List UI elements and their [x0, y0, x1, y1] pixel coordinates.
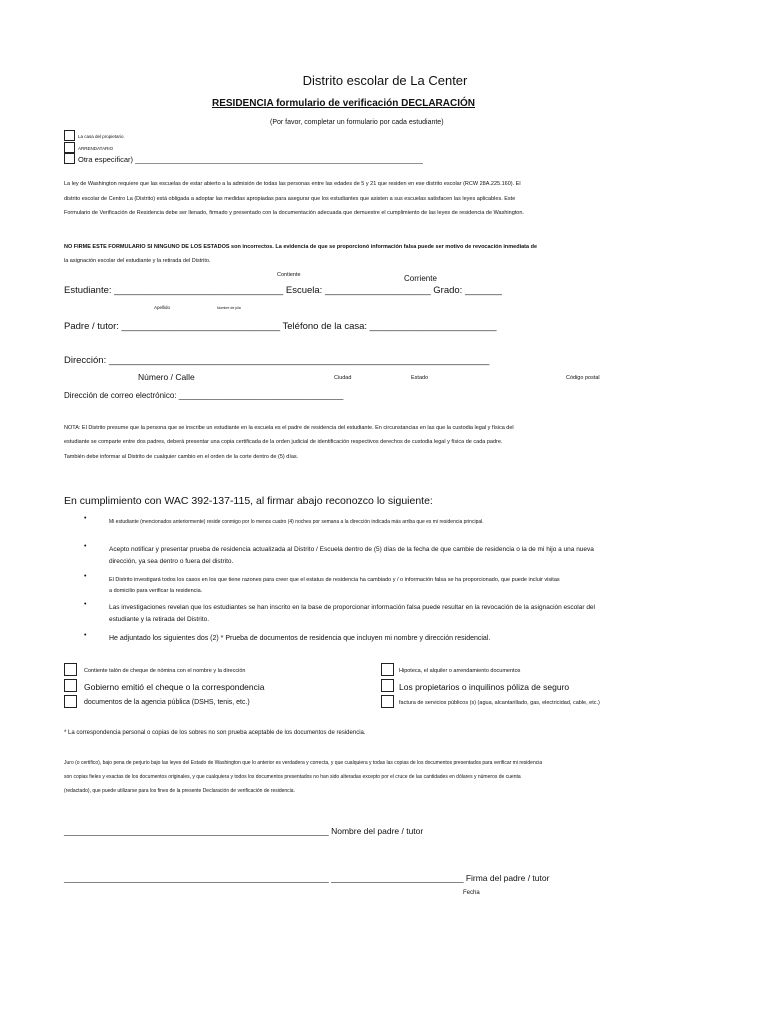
- school-label-corriente: Corriente: [404, 274, 437, 283]
- renter-checkbox[interactable]: [64, 142, 75, 153]
- renter-label: ARRENDATARIO: [78, 146, 114, 151]
- agency-docs-checkbox[interactable]: [64, 695, 77, 708]
- utility-bill-checkbox[interactable]: [381, 695, 394, 708]
- form-subtitle: RESIDENCIA formulario de verificación DECLARACIÓN: [212, 98, 476, 109]
- bullet-icon: •: [84, 573, 87, 580]
- warning-bold: NO FIRME ESTE FORMULARIO SI NINGUNO DE LOS ESTADOS son incorrectos.: [64, 244, 274, 250]
- street-caption: Número / Calle: [138, 372, 195, 382]
- list-item-text: a domicilio para verificar la residencia.: [109, 588, 203, 594]
- agency-docs-label: documentos de la agencia pública (DSHS, tenis, etc.): [84, 699, 250, 706]
- firstname-caption: Nombre de pila: [217, 306, 241, 310]
- email-field[interactable]: Dirección de correo electrónico: _____________________________________: [64, 391, 344, 400]
- nota-line: NOTA: El Distrito presume que la persona que se inscribe un estudiante en la escuela es el padre de residencia del estudiante. En circunstancias en las que la custodia legal y física del: [64, 425, 514, 431]
- warning-rest: La evidencia de que se proporcionó información falsa puede ser motivo de revocación inmediata de: [273, 244, 537, 250]
- list-item-text: Las investigaciones revelan que los estudiantes se han inscrito en la base de proporcionar información falsa puede resultar en la revocación de la asignación escolar del: [109, 604, 595, 611]
- utility-bill-label: factura de servicios públicos (s) (agua, alcantarillado, gas, electricidad, cable, etc.): [399, 700, 600, 706]
- surname-caption: Apellido: [154, 305, 171, 310]
- paycheck-label: Contiente talón de cheque de nómina con el nombre y la dirección: [84, 668, 246, 674]
- list-item-text: El Distrito investigará todos los casos en los que tiene razones para creer que el estatus de residencia ha cambiado y / o información falsa se ha proporcionado, que puede incluir visitas: [109, 577, 560, 583]
- oath-line: (redactado), que puede utilizarse para los fines de la presente Declaración de verificación de residencia.: [64, 788, 295, 794]
- other-checkbox[interactable]: [64, 153, 75, 164]
- footnote: * La correspondencia personal o copias de los sobres no son prueba aceptable de los documentos de residencia.: [64, 730, 366, 736]
- oath-line: son copias fieles y exactas de los documentos originales, y que cualquiera y todos los documentos presentados no han sido alteradas excepto por el cruce de las cantidades en dólares y números de cuenta: [64, 774, 521, 780]
- list-item-text: Mi estudiante (mencionados anteriormente) reside conmigo por lo menos cuatro (4) noches por semana a la dirección indicada más arriba que es mi residencia principal.: [109, 519, 484, 525]
- paycheck-checkbox[interactable]: [64, 663, 77, 676]
- form-instruction: (Por favor, completar un formulario por cada estudiante): [270, 119, 444, 126]
- insurance-checkbox[interactable]: [381, 679, 394, 692]
- date-caption: Fecha: [463, 890, 480, 896]
- city-caption: Ciudad: [334, 375, 352, 381]
- bullet-icon: •: [84, 632, 87, 639]
- bullet-icon: •: [84, 543, 87, 550]
- warning-line: la asignación escolar del estudiante y la retirada del Distrito.: [64, 258, 211, 264]
- address-field[interactable]: Dirección: ________________________________________________________________________: [64, 355, 490, 366]
- insurance-label: Los propietarios o inquilinos póliza de seguro: [399, 682, 570, 692]
- intro-line: La ley de Washington requiere que las escuelas de estar abierto a la admisión de todas las personas entre las edades de 5 y 21 que residen en ese distrito escolar (RCW 28A.225.160). El: [64, 181, 521, 187]
- warning-text: [64, 244, 537, 250]
- school-label-contiente: Contiente: [277, 272, 301, 278]
- compliance-heading: En cumplimiento con WAC 392-137-115, al firmar abajo reconozco lo siguiente:: [64, 495, 433, 507]
- parent-field[interactable]: Padre / tutor: ______________________________ Teléfono de la casa: ________________________: [64, 321, 497, 332]
- list-item-text: estudiante y la retirada del Distrito.: [109, 616, 210, 623]
- gov-check-label: Gobierno emitió el cheque o la correspondencia: [84, 682, 265, 692]
- other-field[interactable]: Otra especificar) _____________________________________________________________________: [78, 155, 423, 164]
- list-item-text: dirección, ya sea dentro o fuera del distrito.: [109, 558, 234, 565]
- mortgage-checkbox[interactable]: [381, 663, 394, 676]
- list-item-text: He adjuntado los siguientes dos (2) * Prueba de documentos de residencia que incluyen mi nombre y dirección residencial.: [109, 635, 491, 642]
- nota-line: estudiante se comparte entre dos padres, deberá presentar una copia certificada de la orden judicial de identificación respectivos derechos de custodia legal y física de cada padre.: [64, 439, 503, 445]
- parent-signature-field[interactable]: ________________________________________________________ ____________________________ Firma del padre / tutor: [64, 873, 550, 883]
- bullet-icon: •: [84, 515, 87, 522]
- bullet-icon: •: [84, 601, 87, 608]
- intro-line: distrito escolar de Centro La (Distrito) está obligada a adoptar las medidas apropiadas para asegurar que los estudiantes que asisten a sus escuelas satisfacen las leyes aplicables. Este: [64, 196, 516, 202]
- page-title: Distrito escolar de La Center: [302, 73, 468, 88]
- parent-name-field[interactable]: ________________________________________________________ Nombre del padre / tutor: [64, 826, 424, 836]
- list-item-text: Acepto notificar y presentar prueba de residencia actualizada al Distrito / Escuela dentro de (5) días de la fecha de que cambie de residencia o la de mi hijo a una nueva: [109, 546, 594, 553]
- owner-checkbox[interactable]: [64, 130, 75, 141]
- oath-line: Juro (o certifico), bajo pena de perjurio bajo las leyes del Estado de Washington que lo anterior es verdadera y correcta, y que cualquiera y todas las copias de los documentos presentados para verificar mi residencia: [64, 760, 543, 766]
- gov-check-checkbox[interactable]: [64, 679, 77, 692]
- intro-line: Formulario de Verificación de Residencia debe ser llenado, firmado y presentado con la documentación adecuada que demuestre el cumplimiento de las leyes de residencia de Washington.: [64, 210, 524, 216]
- state-caption: Estado: [411, 375, 429, 381]
- owner-label: La casa del propietario: [78, 134, 124, 139]
- nota-line: También debe informar al Distrito de cualquier cambio en el orden de la corte dentro de (5) días.: [64, 454, 299, 460]
- student-field[interactable]: Estudiante: ________________________________ Escuela: ____________________ Grado: _______: [64, 285, 502, 296]
- mortgage-label: Hipoteca, el alquiler o arrendamiento documentos: [399, 668, 521, 674]
- zip-caption: Código postal: [566, 375, 600, 381]
